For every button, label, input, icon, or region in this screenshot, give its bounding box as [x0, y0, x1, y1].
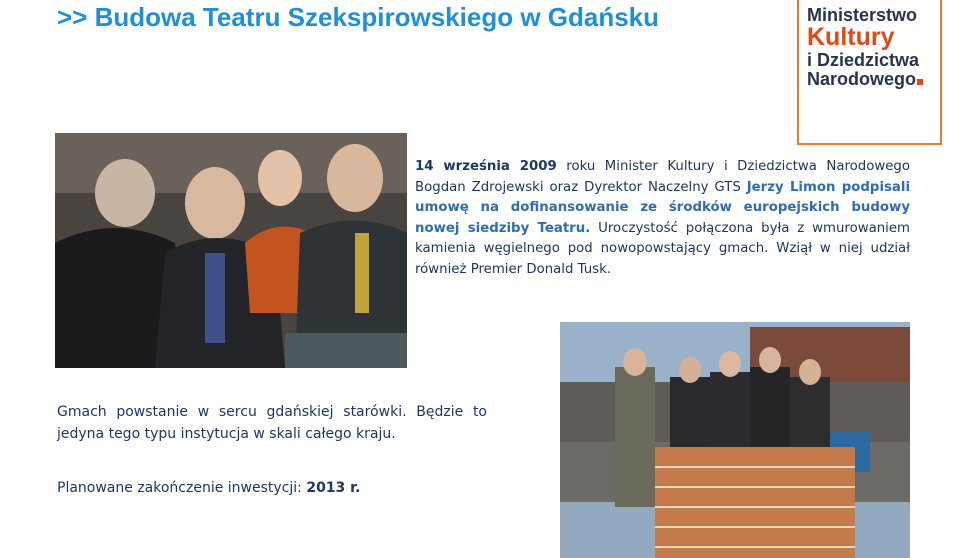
- agreement-text-2: Uroczystość połączona była z wmurowaniem kamienia węgielnego pod nowopowstający gmach. Wziął w niej udział również Premier Donald Tusk.: [415, 220, 910, 277]
- page-title: >> Budowa Teatru Szekspirowskiego w Gdańsku: [57, 2, 660, 32]
- ministry-logo: [797, 0, 942, 145]
- logo-line-2: Kultury: [807, 23, 895, 51]
- photo-ceremony-audience: [55, 133, 407, 368]
- completion-value: 2013 r.: [306, 480, 361, 496]
- agreement-text-1: roku Minister Kultury i Dziedzictwa Narodowego Bogdan Zdrojewski oraz Dyrektor Naczelny GTS: [415, 159, 911, 195]
- paragraph-location: Gmach powstanie w sercu gdańskiej starówki. Będzie to jedyna tego typu instytucja w skali całego kraju.: [57, 404, 487, 442]
- logo-line-4: Narodowego: [807, 70, 932, 88]
- photo-cornerstone-ceremony: [560, 322, 910, 558]
- agreement-date: 14 września 2009: [415, 159, 557, 174]
- agreement-text-bold: podpisali umowę na dofinansowanie ze środków europejskich budowy nowej siedziby Teatru.: [415, 179, 911, 236]
- paragraph-completion: [57, 480, 360, 496]
- logo-line-1: Ministerstwo: [807, 5, 918, 25]
- agreement-name: Jerzy Limon: [746, 179, 836, 195]
- paragraph-agreement: [415, 157, 910, 280]
- logo-line-3: i Dziedzictwa: [807, 50, 920, 70]
- completion-label: Planowane zakończenie inwestycji:: [57, 480, 307, 496]
